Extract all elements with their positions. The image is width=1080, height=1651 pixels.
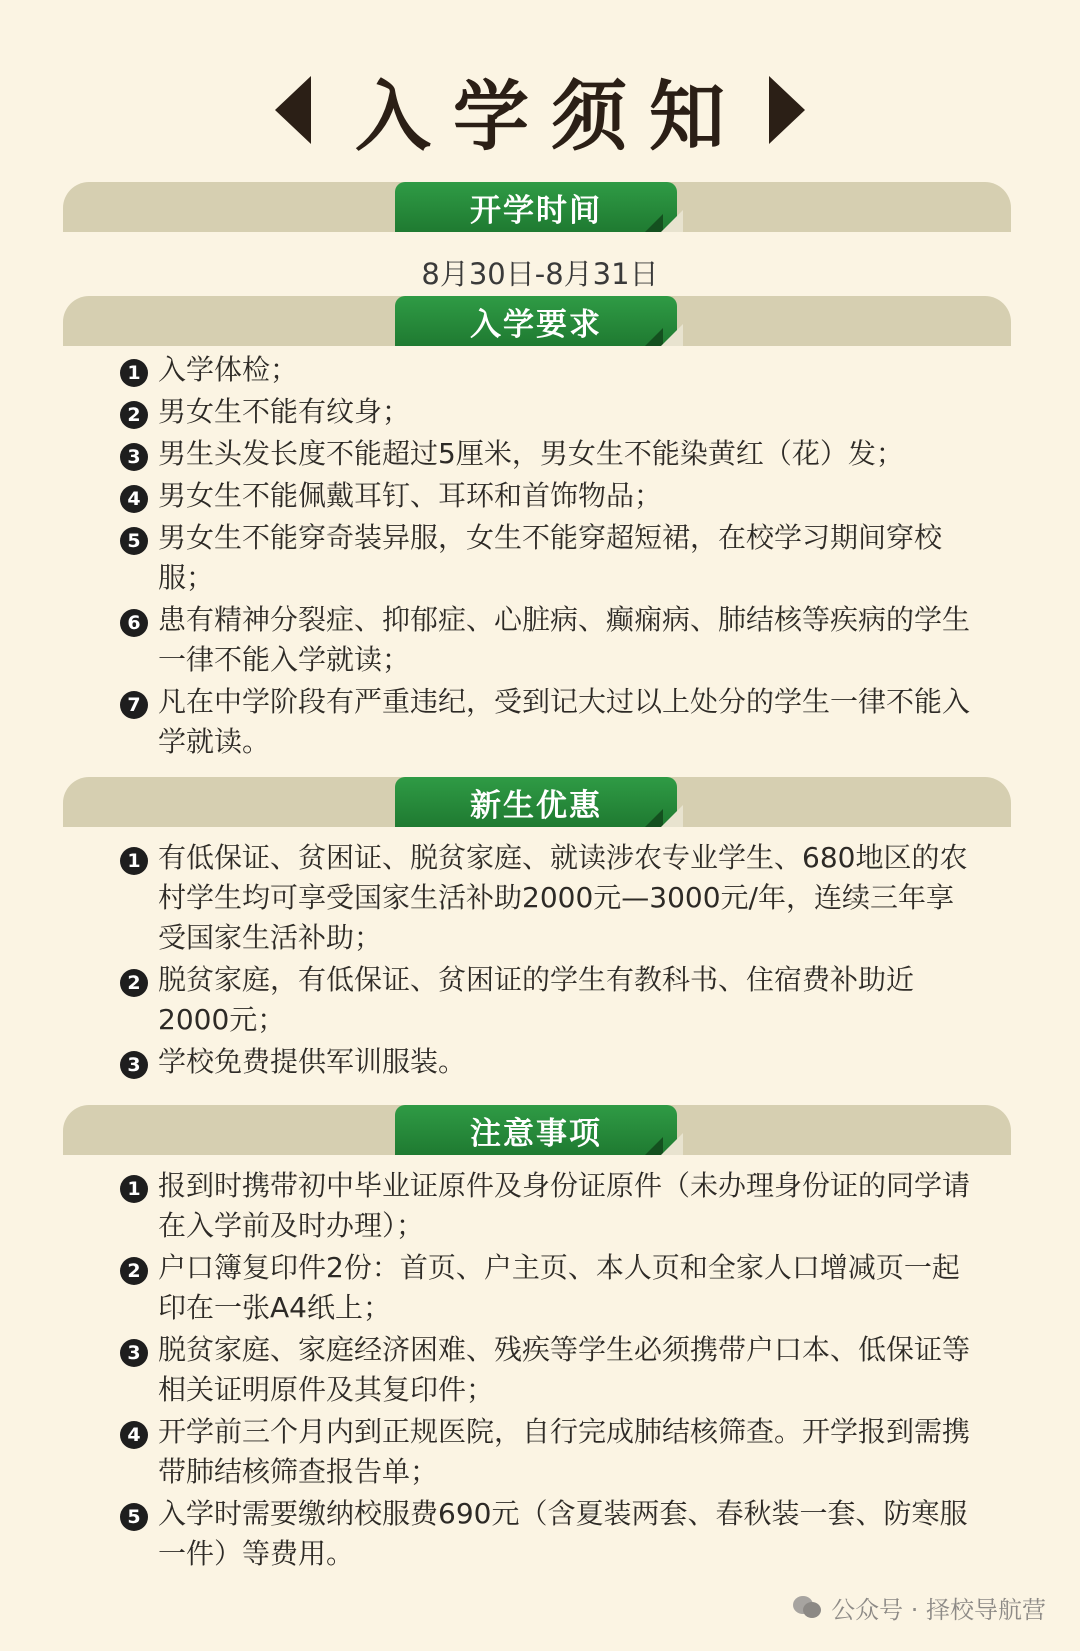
opening-date: 8月30日-8月31日 (421, 257, 659, 291)
list-item (120, 1412, 980, 1492)
section-heading-text: 开学时间 (470, 192, 602, 229)
section-heading-benefits (395, 777, 677, 827)
number-badge: 5 (120, 1503, 148, 1531)
section-heading-requirements (395, 296, 677, 346)
number-badge: 3 (120, 443, 148, 471)
number-badge: 6 (120, 609, 148, 637)
list-item (120, 960, 980, 1040)
list-item (120, 682, 980, 762)
list-item-text: 有低保证、贫困证、脱贫家庭、就读涉农专业学生、680地区的农村学生均可享受国家生活补助2000元—3000元/年，连续三年享受国家生活补助； (158, 841, 968, 954)
number-badge: 1 (120, 1175, 148, 1203)
list-item (120, 1248, 980, 1328)
section-heading-notes (395, 1105, 677, 1155)
requirements-list (120, 350, 980, 762)
right-triangle-icon (769, 76, 805, 144)
list-item (120, 1166, 980, 1246)
page-fold-icon (645, 1137, 663, 1155)
list-item (120, 392, 980, 432)
list-item-text: 脱贫家庭、家庭经济困难、残疾等学生必须携带户口本、低保证等相关证明原件及其复印件； (158, 1333, 971, 1406)
number-badge: 4 (120, 485, 148, 513)
list-item-text: 男女生不能有纹身； (158, 395, 411, 428)
page-fold-icon (661, 1133, 683, 1155)
benefits-list (120, 838, 980, 1082)
number-badge: 1 (120, 847, 148, 875)
watermark (793, 1590, 1046, 1625)
list-item-text: 开学前三个月内到正规医院，自行完成肺结核筛查。开学报到需携带肺结核筛查报告单； (158, 1415, 971, 1488)
list-item (120, 600, 980, 680)
left-triangle-icon (275, 76, 311, 144)
list-item-text: 入学时需要缴纳校服费690元（含夏装两套、春秋装一套、防寒服一件）等费用。 (158, 1497, 968, 1570)
number-badge: 4 (120, 1421, 148, 1449)
list-item-text: 入学体检； (158, 353, 299, 386)
list-item (120, 1494, 980, 1574)
page-fold-icon (661, 324, 683, 346)
number-badge: 3 (120, 1339, 148, 1367)
number-badge: 5 (120, 527, 148, 555)
list-item (120, 1042, 980, 1082)
list-item (120, 476, 980, 516)
wechat-icon (793, 1596, 823, 1620)
number-badge: 3 (120, 1051, 148, 1079)
number-badge: 2 (120, 969, 148, 997)
page-title: 入学须知 (355, 71, 747, 161)
list-item-text: 报到时携带初中毕业证原件及身份证原件（未办理身份证的同学请在入学前及时办理）； (158, 1169, 971, 1242)
list-item (120, 518, 980, 598)
number-badge: 2 (120, 401, 148, 429)
number-badge: 1 (120, 359, 148, 387)
list-item (120, 1330, 980, 1410)
list-item-text: 男女生不能穿奇装异服，女生不能穿超短裙，在校学习期间穿校服； (158, 521, 943, 594)
section-heading-opening (395, 182, 677, 232)
list-item (120, 350, 980, 390)
list-item-text: 学校免费提供军训服装。 (158, 1045, 467, 1078)
section-heading-text: 入学要求 (470, 306, 602, 343)
page-fold-icon (645, 809, 663, 827)
list-item-text: 患有精神分裂症、抑郁症、心脏病、癫痫病、肺结核等疾病的学生一律不能入学就读； (158, 603, 971, 676)
watermark-text: 公众号 · 择校导航营 (831, 1596, 1046, 1624)
page-fold-icon (661, 805, 683, 827)
page-fold-icon (645, 328, 663, 346)
section-heading-text: 新生优惠 (470, 787, 602, 824)
number-badge: 7 (120, 691, 148, 719)
list-item-text: 脱贫家庭，有低保证、贫困证的学生有教科书、住宿费补助近2000元； (158, 963, 915, 1036)
list-item (120, 838, 980, 958)
list-item-text: 户口簿复印件2份：首页、户主页、本人页和全家人口增减页一起印在一张A4纸上； (158, 1251, 960, 1324)
list-item-text: 男女生不能佩戴耳钉、耳环和首饰物品； (158, 479, 663, 512)
page-title-block (0, 60, 1080, 160)
page-fold-icon (661, 210, 683, 232)
list-item-text: 凡在中学阶段有严重违纪，受到记大过以上处分的学生一律不能入学就读。 (158, 685, 971, 758)
page-fold-icon (645, 214, 663, 232)
number-badge: 2 (120, 1257, 148, 1285)
list-item (120, 434, 980, 474)
list-item-text: 男生头发长度不能超过5厘米，男女生不能染黄红（花）发； (158, 437, 904, 470)
section-heading-text: 注意事项 (470, 1115, 602, 1152)
notes-list (120, 1166, 980, 1574)
